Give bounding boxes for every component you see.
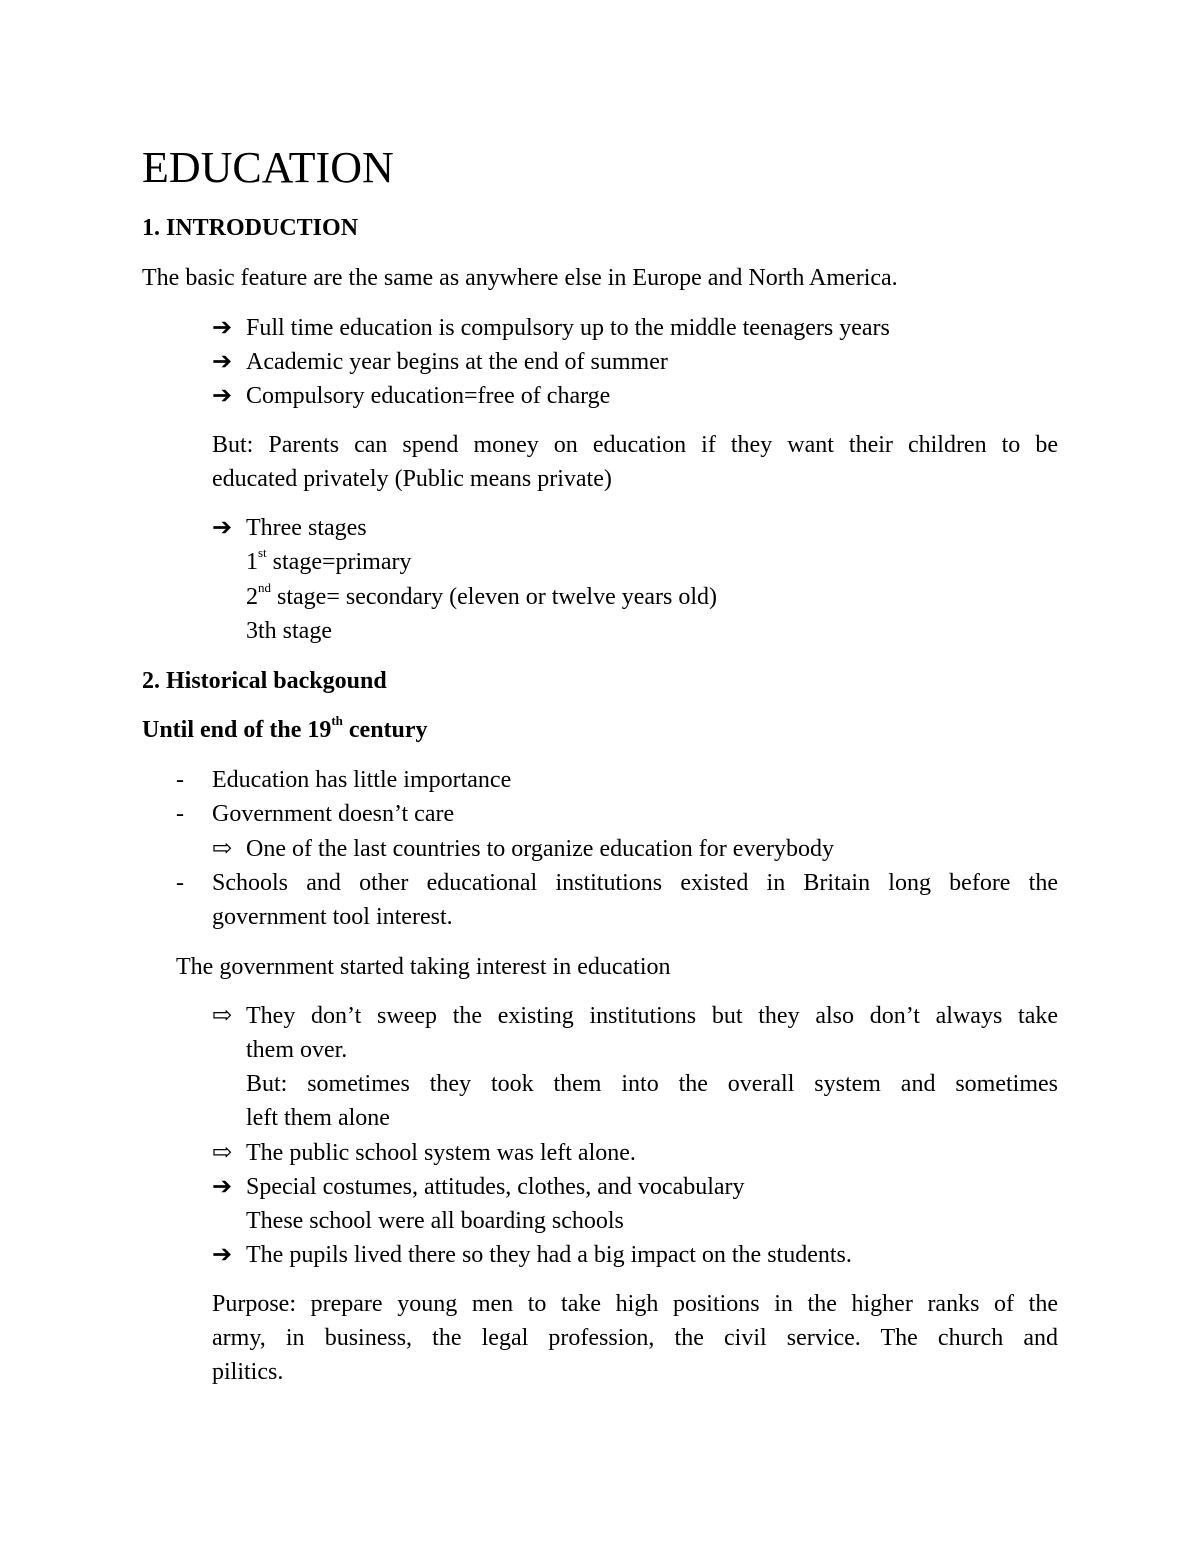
arrow-right-icon: ➔ (212, 1242, 233, 1268)
list-item: Government doesn’t care (212, 801, 455, 827)
list-item-continuation: But: sometimes they took them into the overall system and sometimes (246, 1071, 1058, 1097)
list-item-continuation: left them alone (246, 1105, 390, 1131)
purpose-paragraph-line: pilitics. (212, 1359, 284, 1385)
list-item: ➔ Three stages (212, 511, 367, 545)
purpose-paragraph-line: army, in business, the legal profession, the civil service. The church and (212, 1325, 1058, 1351)
but-paragraph-line: But: Parents can spend money on education if they want their children to be (212, 432, 1058, 458)
arrow-right-icon: ➔ (212, 1174, 233, 1200)
list-item-continuation: government tool interest. (212, 904, 453, 930)
list-item: Education has little importance (212, 767, 512, 793)
list-item: ➔ Special costumes, attitudes, clothes, and vocabulary (212, 1170, 745, 1204)
hollow-arrow-icon: ⇨ (212, 1140, 233, 1166)
subheading: Until end of the 19th century (142, 713, 428, 743)
stage-line: 3th stage (246, 618, 332, 644)
dash-bullet: - (176, 801, 184, 827)
list-item: ⇨ One of the last countries to organize education for everybody (212, 832, 834, 866)
hollow-arrow-icon: ⇨ (212, 1003, 233, 1029)
list-item: ➔ Academic year begins at the end of summer (212, 345, 668, 379)
intro-lead: The basic feature are the same as anywhere else in Europe and North America. (142, 265, 898, 291)
arrow-right-icon: ➔ (212, 515, 233, 541)
purpose-paragraph-line: Purpose: prepare young men to take high positions in the higher ranks of the (212, 1291, 1058, 1317)
section-heading-history: 2. Historical backgound (142, 668, 387, 694)
list-item: ⇨ They don’t sweep the existing institutions but they also don’t always take (212, 999, 1058, 1033)
list-item: ➔ Compulsory education=free of charge (212, 379, 610, 413)
arrow-right-icon: ➔ (212, 349, 233, 375)
but-paragraph-line: educated privately (Public means private) (212, 466, 612, 492)
arrow-right-icon: ➔ (212, 315, 233, 341)
stage-line: 1st stage=primary (246, 545, 412, 575)
section-heading-introduction: 1. INTRODUCTION (142, 215, 359, 241)
list-item: ➔ The pupils lived there so they had a big impact on the students. (212, 1238, 852, 1272)
government-lead: The government started taking interest in education (176, 954, 671, 980)
dash-bullet: - (176, 767, 184, 793)
list-item: ⇨ The public school system was left alone. (212, 1136, 636, 1170)
hollow-arrow-icon: ⇨ (212, 836, 233, 862)
dash-bullet: - (176, 870, 184, 896)
list-item-continuation: them over. (246, 1037, 348, 1063)
stage-line: 2nd stage= secondary (eleven or twelve years old) (246, 580, 718, 610)
list-item-continuation: These school were all boarding schools (246, 1208, 624, 1234)
arrow-right-icon: ➔ (212, 383, 233, 409)
list-item: ➔ Full time education is compulsory up to the middle teenagers years (212, 311, 890, 345)
list-item: Schools and other educational institutions existed in Britain long before the (212, 870, 1058, 896)
document-title: EDUCATION (142, 143, 394, 192)
